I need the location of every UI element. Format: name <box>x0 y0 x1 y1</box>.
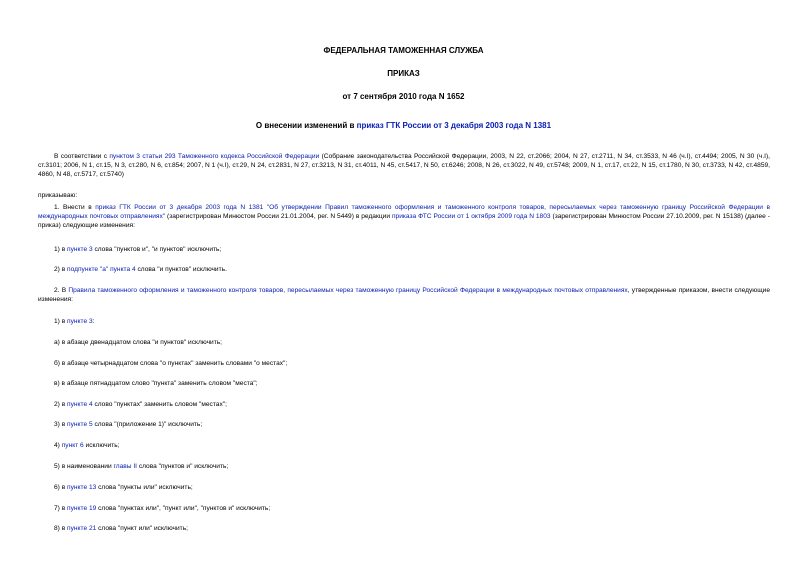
change-1-text-2: : <box>92 318 95 325</box>
order-word: приказываю: <box>38 192 78 199</box>
sub-2-text-1: 2) в <box>54 266 68 273</box>
change-3-link[interactable]: пункте 5 <box>67 421 93 428</box>
change-7-text-1: 7) в <box>54 505 68 512</box>
change-3 <box>38 420 770 429</box>
change-4-text-1: 4) <box>54 442 62 449</box>
change-6 <box>38 483 770 492</box>
change-1a: а) в абзаце двенадцатом слова "и пунктов" исключить; <box>54 339 223 346</box>
change-2-link[interactable]: пункте 4 <box>67 401 93 408</box>
item-1-link-fts-order[interactable]: приказа ФТС России от 1 октября 2009 года N 1803 <box>391 213 551 220</box>
item-1-link-order[interactable]: приказ ГТК России от 3 декабря 2003 года N 1381 <box>95 204 264 211</box>
change-1b: б) в абзаце четырнадцатом слова "о пунктах" заменить словами "о местах"; <box>54 360 288 367</box>
change-6-text-2: слова "пункты или" исключить; <box>96 484 193 491</box>
change-3-text-1: 3) в <box>54 421 68 428</box>
item-1-text-1: 1. Внести в <box>54 204 96 211</box>
sub-2 <box>38 265 770 274</box>
change-2-text-1: 2) в <box>54 401 68 408</box>
change-4-link[interactable]: пункт 6 <box>61 442 84 449</box>
sub-1-text-1: 1) в <box>54 246 68 253</box>
doc-title-prefix: О внесении изменений в <box>255 121 357 130</box>
change-7-link[interactable]: пункте 19 <box>67 505 97 512</box>
change-2 <box>38 400 770 409</box>
item-1-text-3: (зарегистрирован Минюстом России 21.01.2004, рег. N 5449) в редакции <box>165 213 392 220</box>
change-5 <box>38 462 770 471</box>
change-6-text-1: 6) в <box>54 484 68 491</box>
change-7 <box>38 504 770 513</box>
change-1-text-1: 1) в <box>54 318 68 325</box>
change-5-text-2: слова "пунктов и" исключить; <box>136 463 229 470</box>
sub-2-link[interactable]: подпункте "а" пункта 4 <box>67 266 136 273</box>
change-8-link[interactable]: пункте 21 <box>67 525 97 532</box>
change-4-text-2: исключить; <box>83 442 120 449</box>
change-1v: в) в абзаце пятнадцатом слово "пункта" заменить словом "места"; <box>54 380 258 387</box>
intro-link-article[interactable]: пунктом 3 статьи 293 Таможенного кодекса Российской Федерации <box>109 153 320 160</box>
doc-title-link[interactable]: приказ ГТК России от 3 декабря 2003 года N 1381 <box>356 121 552 130</box>
change-8-text-1: 8) в <box>54 525 68 532</box>
intro-text-2: (Собрание законодательства Российской Федерации, 2003, N 22, ст.2066; 2004, N 27, ст.2711, N 34, ст.3533, N 46 (ч.I), ст.4494; 2005, N 30 (ч.I), ст.3101; 2006, N 1, ст.15, N 3, ст.280, N 6, ст.854; 2007, N 1 (ч.I), ст.29, N 24, ст.2831, N 27, ст.3213, N 31, ст.4011, N 45, ст.5417, N 50, ст.6246; 2008, N 26, ст.3022, N 49, ст.5748; 2009, N 1, ст.17, ст.22, N 15, ст.1780, N 30, ст.3733, N 42, ст.4859, 4860, N 48, ст.5717, ст.5740) <box>38 153 771 178</box>
sub-2-text-2: слова "и пунктов" исключить. <box>135 266 227 273</box>
change-5-text-1: 5) в наименовании <box>54 463 114 470</box>
change-7-text-2: слова "пунктах или", "пункт или", "пунктов и" исключить; <box>96 505 271 512</box>
item-2-link-rules[interactable]: Правила таможенного оформления и таможенного контроля товаров, пересылаемых через таможенную границу Российской Федерации в международных почтовых отправлениях <box>68 287 628 294</box>
change-3-text-2: слова "(приложение 1)" исключить; <box>92 421 203 428</box>
item-2-text-2: , утвержденные приказом, внести следующие изменения: <box>38 287 770 303</box>
change-5-link[interactable]: главы II <box>113 463 137 470</box>
change-4 <box>38 441 770 450</box>
item-1-link-title[interactable]: "Об утверждении Правил таможенного оформления и таможенного контроля товаров, пересылаемых через таможенную границу Российской Федерации в международных почтовых отправлениях" <box>38 204 770 220</box>
change-1 <box>38 317 770 326</box>
intro-paragraph <box>38 152 770 179</box>
item-1-text-4: (зарегистрирован Минюстом России 27.10.2009, рег. N 15138) (далее - приказ) следующие изменения: <box>38 213 770 229</box>
org-name: ФЕДЕРАЛЬНАЯ ТАМОЖЕННАЯ СЛУЖБА <box>323 46 484 55</box>
change-8-text-2: слова "пункт или" исключить; <box>96 525 188 532</box>
change-6-link[interactable]: пункте 13 <box>67 484 97 491</box>
doc-title <box>0 121 807 131</box>
intro-text-1: В соответствии с <box>54 153 110 160</box>
change-1-link[interactable]: пункте 3 <box>67 318 93 325</box>
doc-date: от 7 сентября 2010 года N 1652 <box>342 92 465 101</box>
change-2-text-2: слово "пунктах" заменить словом "местах"; <box>92 401 227 408</box>
item-1-paragraph <box>38 203 770 230</box>
item-2-paragraph <box>38 286 770 304</box>
sub-1 <box>38 245 770 254</box>
item-2-text-1: 2. В <box>54 287 69 294</box>
doc-type: ПРИКАЗ <box>387 69 420 78</box>
sub-1-text-2: слова "пунктов и", "и пунктов" исключить; <box>92 246 222 253</box>
sub-1-link[interactable]: пункте 3 <box>67 246 93 253</box>
change-8 <box>38 524 770 533</box>
